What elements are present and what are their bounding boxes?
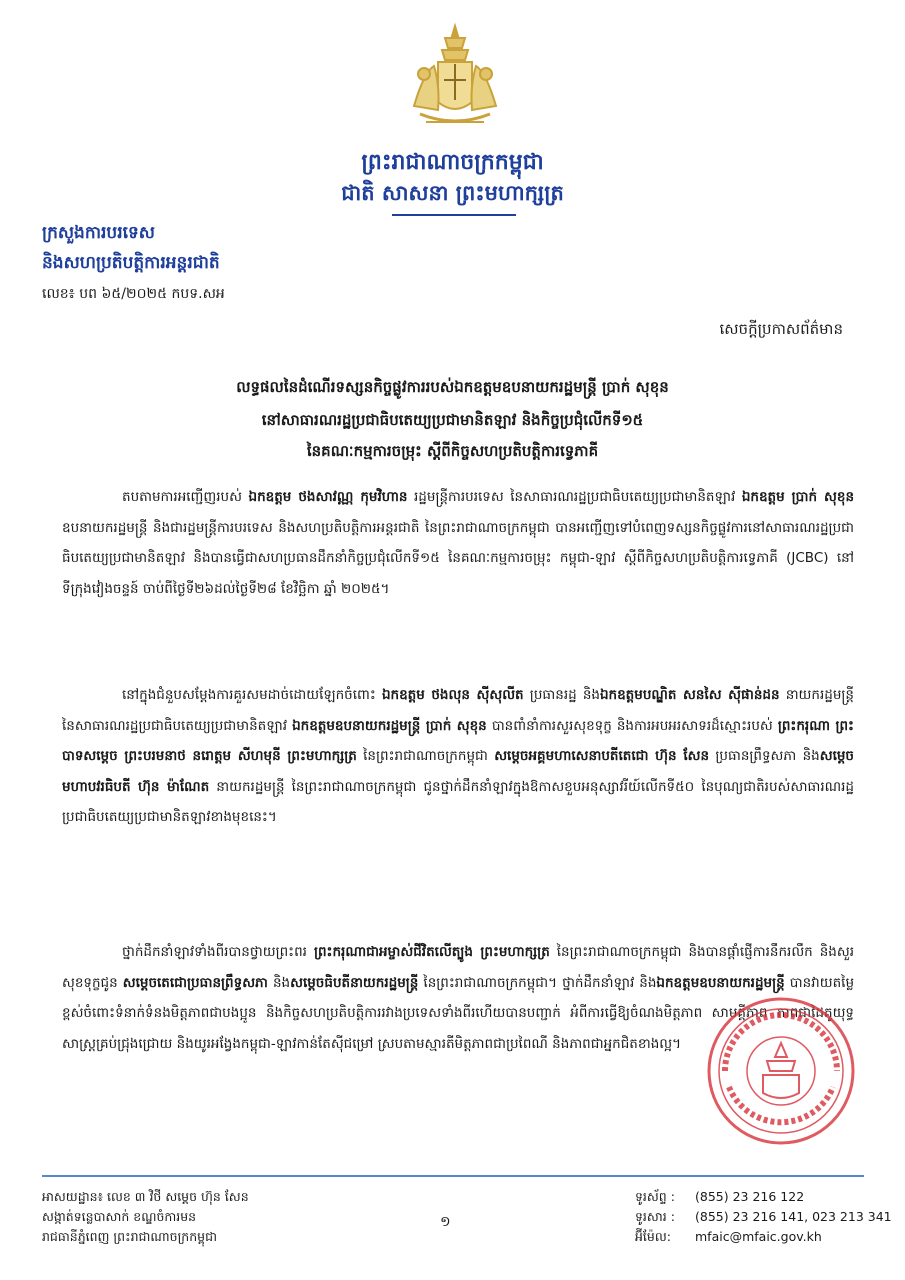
motto-divider xyxy=(392,214,516,216)
footer-address xyxy=(42,1187,249,1247)
page-number: ១ xyxy=(440,1214,451,1230)
text-run: នៃព្រះរាជាណាចក្រកម្ពុជា។ ថ្នាក់ដឹកនាំឡាវ និង xyxy=(418,974,657,991)
text-run: នៃព្រះរាជាណាចក្រកម្ពុជា xyxy=(356,748,495,764)
bold-name: ឯកឧត្តមបណ្ឌិត សនសៃ ស៊ីផាន់ដន xyxy=(599,687,780,703)
text-run: បានពាំនាំការសួរសុខទុក្ខ និងការអបអរសាទរដ៏ស្មោះរបស់ xyxy=(486,717,778,734)
text-run: រដ្ឋមន្ត្រីការបរទេស នៃសាធារណរដ្ឋប្រជាធិបតេយ្យប្រជាមានិតឡាវ xyxy=(407,489,742,505)
bold-name: សម្តេចតេជោប្រធានព្រឹទ្ធសភា xyxy=(122,974,268,991)
bold-name: សម្តេចធិបតីនាយករដ្ឋមន្ត្រី xyxy=(290,974,419,991)
bold-name: ឯកឧត្តមឧបនាយករដ្ឋមន្ត្រី ប្រាក់ សុខុន xyxy=(292,717,487,734)
text-run: បានវាយតម្លៃខ្ពស់ចំពោះទំនាក់ទំនងមិត្តភាពជាបងប្អូន និងកិច្ចសហប្រតិបត្តិការរវាងប្រទេសទាំងពីរហើយបានបញ្ជាក់ អំពីការធ្វើឱ្យចំណងមិត្តភាព សាមគ្គីភាព ភាពជាដៃគូយុទ្ធសាស្ត្រគ្រប់ជ្រុងជ្រោយ និងយូរអង្វែងកម្ពុជា-ឡាវកាន់តែស៊ីជម្រៅ ស្របតាមស្មារតីមិត្តភាពជាប្រពៃណី និងភាពជាអ្នកជិតខាងល្អ។ xyxy=(62,974,855,1052)
bold-name: ព្រះករុណាជាអម្ចាស់ជីវិតលើត្បូង ព្រះមហាក្សត្រ xyxy=(313,944,550,960)
bold-name: ឯកឧត្តម ថងលុន ស៊ីសុលីត xyxy=(381,687,524,703)
title-line3: នៃគណៈកម្មការចម្រុះ ស្តីពីកិច្ចសហប្រតិបត្តិការទ្វេភាគី xyxy=(306,442,599,460)
ministry-name-line2: និងសហប្រតិបត្តិការអន្តរជាតិ xyxy=(42,253,220,273)
text-run: នៅក្នុងជំនួបសម្តែងការគួរសមដាច់ដោយឡែកចំពោះ xyxy=(122,687,382,703)
footer-divider xyxy=(42,1175,864,1177)
email-label: អ៊ីម៉ែល: xyxy=(635,1229,671,1244)
phone-label: ទូរស័ព្ទ : xyxy=(635,1189,675,1204)
fax-label: ទូរសារ : xyxy=(635,1209,675,1224)
text-run: នាយករដ្ឋមន្ត្រី នៃសាធារណរដ្ឋប្រជាធិបតេយ្យប្រជាមានិតឡាវ xyxy=(62,687,854,734)
fax-row xyxy=(635,1207,892,1227)
email-link[interactable]: mfaic@mfaic.gov.kh xyxy=(695,1229,822,1244)
document-type: សេចក្តីប្រកាសព័ត៌មាន xyxy=(719,320,843,338)
text-run: តបតាមការអញ្ជើញរបស់ xyxy=(122,489,249,505)
footer-contacts xyxy=(635,1187,892,1247)
bold-name: ឯកឧត្តមឧបនាយករដ្ឋមន្ត្រី xyxy=(656,974,785,991)
fax-value: (855) 23 216 141, 023 213 341 xyxy=(695,1209,892,1224)
title-line2: នៅសាធារណរដ្ឋប្រជាធិបតេយ្យប្រជាមានិតឡាវ និងកិច្ចប្រជុំលើកទី១៥ xyxy=(261,411,644,429)
paragraph-2 xyxy=(62,680,854,833)
title-line1: លទ្ធផលនៃដំណើរទស្សនកិច្ចផ្លូវការរបស់ឯកឧត្តមឧបនាយករដ្ឋមន្ត្រី ប្រាក់ សុខុន xyxy=(236,378,669,396)
text-run: ប្រធានរដ្ឋ និង xyxy=(523,687,600,703)
phone-value: (855) 23 216 122 xyxy=(695,1189,805,1204)
bold-name: សម្តេចមហាបវរធិបតី ហ៊ុន ម៉ាណែត xyxy=(62,748,854,795)
address-line2: សង្កាត់ទន្លេបាសាក់ ខណ្ឌចំការមន xyxy=(42,1209,197,1224)
text-run: នាយករដ្ឋមន្ត្រី នៃព្រះរាជាណាចក្រកម្ពុជា ជូនថ្នាក់ដឹកនាំឡាវក្នុងឱកាសខួបអនុស្សាវរីយ៍លើកទី៥០ នៃបុណ្យជាតិរបស់សាធារណរដ្ឋប្រជាធិបតេយ្យប្រជាមានិតឡាវខាងមុខនេះ។ xyxy=(62,778,854,825)
phone-row xyxy=(635,1187,892,1207)
text-run: និង xyxy=(267,974,291,991)
text-run: ឧបនាយករដ្ឋមន្ត្រី និងជារដ្ឋមន្ត្រីការបរទេស និងសហប្រតិបត្តិការអន្តរជាតិ នៃព្រះរាជាណាចក្រកម្ពុជា បានអញ្ជើញទៅបំពេញទស្សនកិច្ចផ្លូវការនៅសាធារណរដ្ឋប្រជាធិបតេយ្យប្រជាមានិតឡាវ និងបានធ្វើជាសហប្រធានដឹកនាំកិច្ចប្រជុំលើកទី១៥ នៃគណៈកម្មការចម្រុះ កម្ពុជា-ឡាវ ស្តីពីកិច្ចសហប្រតិបត្តិការទ្វេភាគី (JCBC) នៅទីក្រុងវៀងចន្ទន៍ ចាប់ពីថ្ងៃទី២៦ដល់ថ្ងៃទី២៨ ខែវិច្ឆិកា ឆ្នាំ ២០២៥។ xyxy=(62,519,854,597)
text-run: នៃព្រះរាជាណាចក្រកម្ពុជា និងបានផ្តាំផ្ញើការនឹករលឹក និងសួរសុខទុក្ខជូន xyxy=(62,944,855,991)
email-row xyxy=(635,1227,892,1247)
address-line3: រាជធានីភ្នំពេញ ព្រះរាជាណាចក្រកម្ពុជា xyxy=(42,1229,217,1244)
paragraph-1 xyxy=(62,482,854,604)
bold-name: ឯកឧត្តម ថងសាវណ្ណ កុមវិហាន xyxy=(248,489,408,505)
bold-name: ព្រះករុណា ព្រះបាទសម្តេច ព្រះបរមនាថ នរោត្តម សីហមុនី ព្រះមហាក្សត្រ xyxy=(62,717,854,764)
kingdom-name: ព្រះរាជាណាចក្រកម្ពុជា xyxy=(361,149,544,175)
ministry-name-line1: ក្រសួងការបរទេស xyxy=(42,223,155,243)
national-motto: ជាតិ សាសនា ព្រះមហាក្សត្រ xyxy=(341,180,564,205)
bold-name: សម្តេចអគ្គមហាសេនាបតីតេជោ ហ៊ុន សែន xyxy=(494,748,710,764)
royal-coat-of-arms-icon xyxy=(400,22,510,132)
bold-name: ឯកឧត្តម ប្រាក់ សុខុន xyxy=(741,489,855,505)
reference-number: លេខ៖ បព ៦៥/២០២៥ កបទ.សអ xyxy=(42,286,225,302)
ministry-seal-stamp-icon xyxy=(705,995,857,1147)
address-line1: អាសយដ្ឋាន៖ លេខ ៣ វិថី សម្តេច ហ៊ុន សែន xyxy=(42,1189,249,1204)
text-run: ប្រធានព្រឹទ្ធសភា និង xyxy=(709,748,820,764)
text-run: ថ្នាក់ដឹកនាំឡាវទាំងពីរបានថ្វាយព្រះពរ xyxy=(122,944,314,960)
